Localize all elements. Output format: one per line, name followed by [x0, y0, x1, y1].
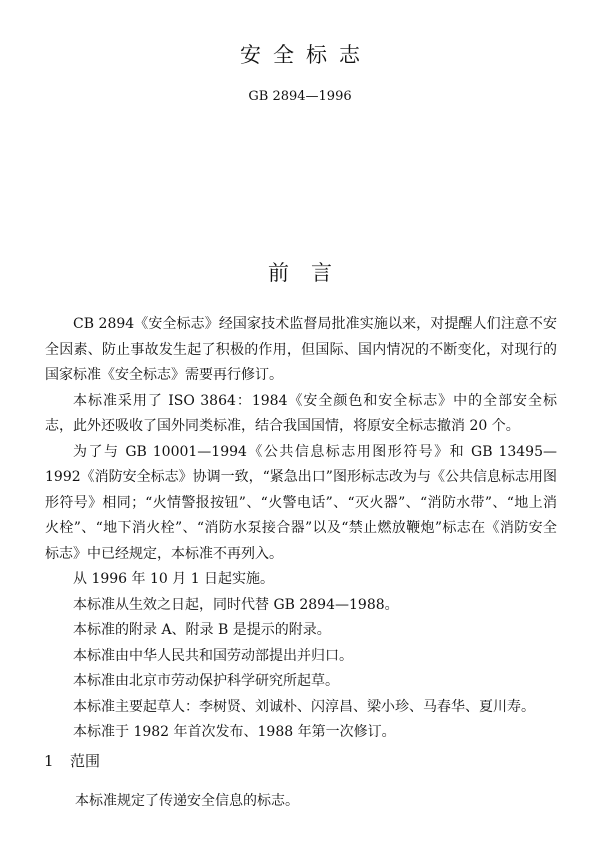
preface-paragraph: 本标准主要起草人：李树贤、刘诚朴、闪淳昌、梁小珍、马春华、夏川寿。 — [73, 698, 535, 715]
preface-paragraph: 本标准由北京市劳动保护科学研究所起草。 — [73, 673, 339, 689]
preface-paragraph: 本标准于 1982 年首次发布、1988 年第一次修订。 — [73, 724, 396, 740]
preface-paragraph: CB 2894《安全标志》经国家技术监督局批准实施以来，对提醒人们注意不安全因素、防止事故发生起了积极的作用，但国际、国内情况的不断变化，对现行的国家标准《安全标志》需要再行修订。 — [45, 316, 557, 383]
preface-paragraph: 从 1996 年 10 月 1 日起实施。 — [73, 571, 275, 587]
document-title: 安全标志 — [240, 43, 372, 67]
preface-paragraph: 为了与 GB 10001—1994《公共信息标志用图形符号》和 GB 13495—1992《消防安全标志》协调一致，“紧急出口”图形标志改为与《公共信息标志用图形符号》相同；“火情警报按钮”、“火警电话”、“灭火器”、“消防水带”、“地上消火栓”、“地下消火栓”、“消防水泵接合器”以及“禁止燃放鞭炮”标志在《消防安全标志》中已经规定，本标准不再列入。 — [45, 443, 557, 562]
preface-paragraph: 本标准从生效之日起，同时代替 GB 2894—1988。 — [73, 596, 399, 613]
preface-paragraph: 本标准由中华人民共和国劳动部提出并归口。 — [73, 647, 353, 664]
preface-paragraph: 本标准的附录 A、附录 B 是提示的附录。 — [73, 622, 331, 638]
section-number: 1 — [44, 752, 54, 770]
section-title: 范围 — [70, 752, 101, 770]
section-body: 本标准规定了传递安全信息的标志。 — [75, 793, 299, 809]
preface-paragraph: 本标准采用了 ISO 3864：1984《安全颜色和安全标志》中的全部安全标志，此外还吸收了国外同类标准，结合我国国情，将原安全标志撤消 20 个。 — [45, 392, 557, 434]
section-heading — [44, 750, 100, 772]
preface-heading: 前言 — [268, 261, 354, 285]
standard-code: GB 2894—1996 — [248, 89, 352, 104]
preface-body — [45, 312, 557, 746]
